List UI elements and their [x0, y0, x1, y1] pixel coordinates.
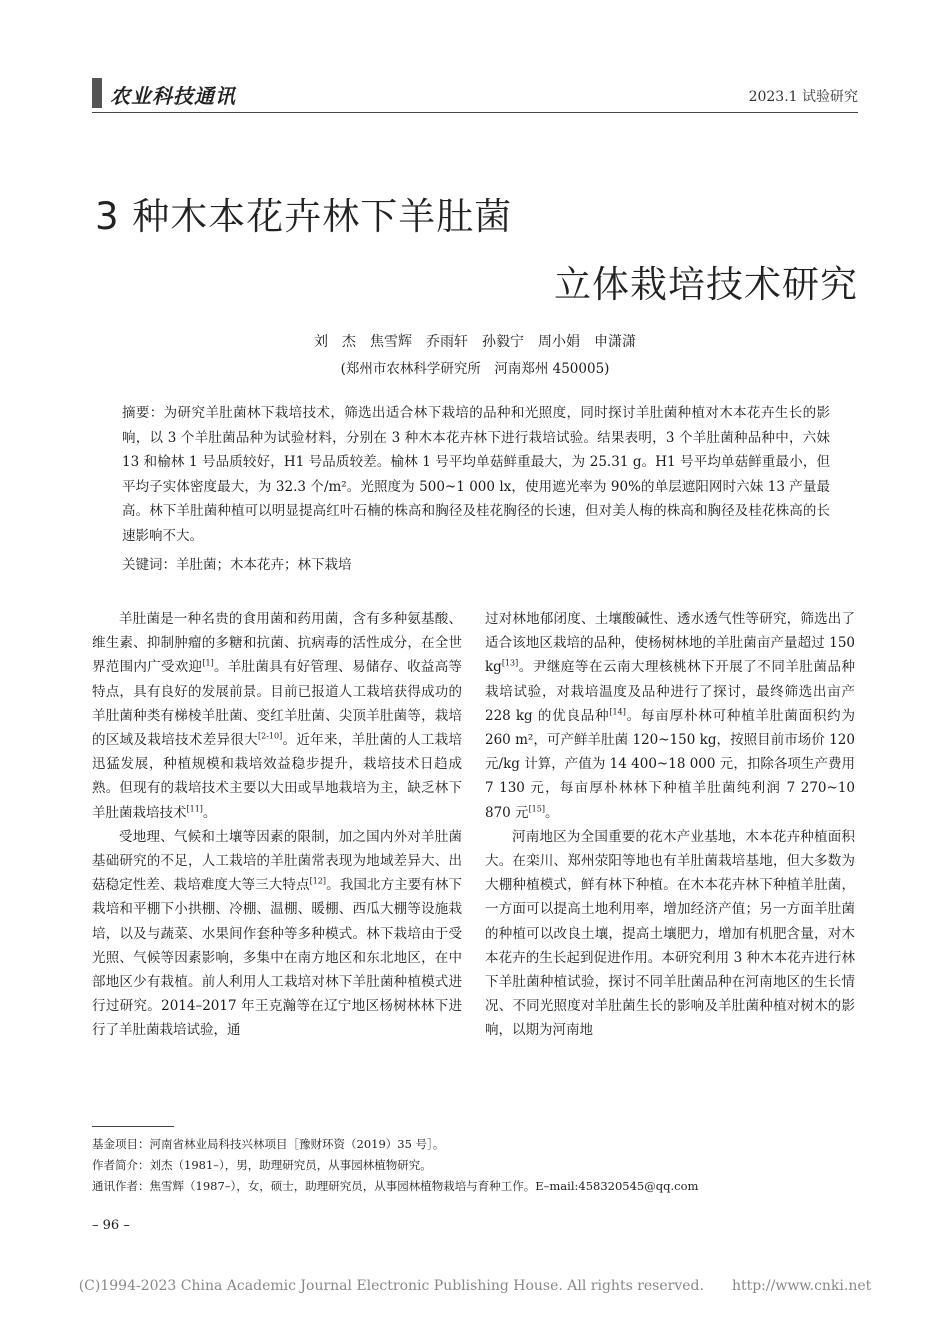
- citation[interactable]: [13]: [501, 658, 519, 668]
- paragraph: 过对林地郁闭度、土壤酸碱性、透水透气性等研究，筛选出了适合该地区栽培的品种，使杨树林地的羊肚菌亩产量超过 150 kg[13]。尹继庭等在云南大理核桃林下开展了不同羊肚菌品种栽培试验，对栽培温度及品种进行了探讨，最终筛选出亩产 228 kg 的优良品种[14]。每亩厚朴林可种植羊肚菌面积约为 260 m²，可产鲜羊肚菌 120~150 kg，按照目前市场价 120 元/kg 计算，产值为 14 400~18 000 元，扣除各项生产费用 7 130 元，每亩厚朴林林下种植羊肚菌纯利润 7 270~10 870 元[15]。: [485, 611, 855, 821]
- title-line-2: 立体栽培技术研究: [554, 263, 858, 306]
- abstract: 摘要：为研究羊肚菌林下栽培技术，筛选出适合林下栽培的品种和光照度，同时探讨羊肚菌种植对木本花卉生长的影响，以 3 个羊肚菌品种为试验材料，分别在 3 种木本花卉林下进行栽培试验。结果表明，3 个羊肚菌种品种中，六妹 13 和榆林 1 号品质较好，H1 号品质较差。榆林 1 号平均单菇鲜重最大，为 25.31 g。H1 号平均单菇鲜重最小，但平均子实体密度最大，为 32.3 个/m²。光照度为 500~1 000 lx，使用遮光率为 90%的单层遮阳网时六妹 13 产量最高。林下羊肚菌种植可以明显提高红叶石楠的株高和胸径及桂花胸径的长速，但对美人梅的株高和胸径及桂花株高的长速影响不大。: [122, 405, 830, 544]
- copyright-watermark: (C)1994-2023 China Academic Journal Electronic Publishing House. All rights reserved. http://www.cnki.net: [78, 1278, 872, 1294]
- authors: 刘 杰 焦雪辉 乔雨轩 孙毅宁 周小娟 申潇潇: [314, 334, 636, 350]
- footnote-corresponding: 通讯作者：焦雪辉（1987–），女，硕士，助理研究员，从事园林植物栽培与育种工作。E–mail:458320545@qq.com: [92, 1179, 699, 1193]
- journal-logo: 农业科技通讯: [110, 84, 236, 108]
- issue-section: 2023.1 试验研究: [748, 89, 858, 105]
- footnote-author: 作者简介：刘杰（1981–），男，助理研究员，从事园林植物研究。: [92, 1158, 432, 1172]
- citation[interactable]: [1]: [202, 658, 214, 668]
- paragraph: 羊肚菌是一种名贵的食用菌和药用菌，含有多种氨基酸、维生素、抑制肿瘤的多糖和抗菌、抗病毒的活性成分，在全世界范围内广受欢迎[1]。羊肚菌具有好管理、易储存、收益高等特点，具有良好的发展前景。目前已报道人工栽培获得成功的羊肚菌种类有梯棱羊肚菌、变红羊肚菌、尖顶羊肚菌等，栽培的区域及栽培技术差异很大[2-10]。近年来，羊肚菌的人工栽培迅猛发展，种植规模和栽培效益稳步提升，栽培技术日趋成熟。但现有的栽培技术主要以大田或旱地栽培为主，缺乏林下羊肚菌栽培技术[11]。: [92, 611, 463, 821]
- citation[interactable]: [12]: [309, 876, 327, 886]
- citation[interactable]: [14]: [609, 707, 626, 717]
- header-rule: [92, 112, 858, 113]
- body-column-left: [92, 607, 462, 1043]
- footnote-rule: [92, 1126, 174, 1127]
- page-number: – 96 –: [92, 1218, 130, 1233]
- paragraph: 河南地区为全国重要的花木产业基地，木本花卉种植面积大。在栾川、郑州荥阳等地也有羊肚菌栽培基地，但大多数为大棚种植模式，鲜有林下种植。在木本花卉林下种植羊肚菌，一方面可以提高土地利用率，增加经济产值；另一方面羊肚菌的种植可以改良土壤，提高土壤肥力，增加有机肥含量，对木本花卉的生长起到促进作用。本研究利用 3 种木本花卉进行林下羊肚菌种植试验，探讨不同羊肚菌品种在河南地区的生长情况、不同光照度对羊肚菌生长的影响及羊肚菌种植对树木的影响，以期为河南地: [485, 828, 855, 1039]
- citation[interactable]: [11]: [186, 804, 203, 814]
- title-line-1: 3 种木本花卉林下羊肚菌: [95, 195, 513, 238]
- body-column-right: [485, 607, 855, 1043]
- citation[interactable]: [2-10]: [257, 731, 283, 741]
- footnote-fund: 基金项目：河南省林业局科技兴林项目［豫财环资（2019）35 号］。: [92, 1137, 445, 1151]
- citation[interactable]: [15]: [528, 804, 545, 814]
- header-bar: [92, 78, 102, 108]
- keywords: 关键词：羊肚菌；木本花卉；林下栽培: [122, 557, 352, 573]
- affiliation: (郑州市农林科学研究所 河南郑州 450005): [340, 361, 610, 377]
- paragraph: 受地理、气候和土壤等因素的限制，加之国内外对羊肚菌基础研究的不足，人工栽培的羊肚菌常表现为地域差异大、出菇稳定性差、栽培难度大等三大特点[12]。我国北方主要有林下栽培和平棚下小拱棚、冷棚、温棚、暖棚、西瓜大棚等设施栽培，以及与蔬菜、水果间作套种等多种模式。林下栽培由于受光照、气候等因素影响，多集中在南方地区和东北地区，在中部地区少有栽植。前人利用人工栽培对林下羊肚菌种植模式进行过研究。2014–2017 年王克瀚等在辽宁地区杨树林林下进行了羊肚菌栽培试验，通: [92, 828, 463, 1039]
